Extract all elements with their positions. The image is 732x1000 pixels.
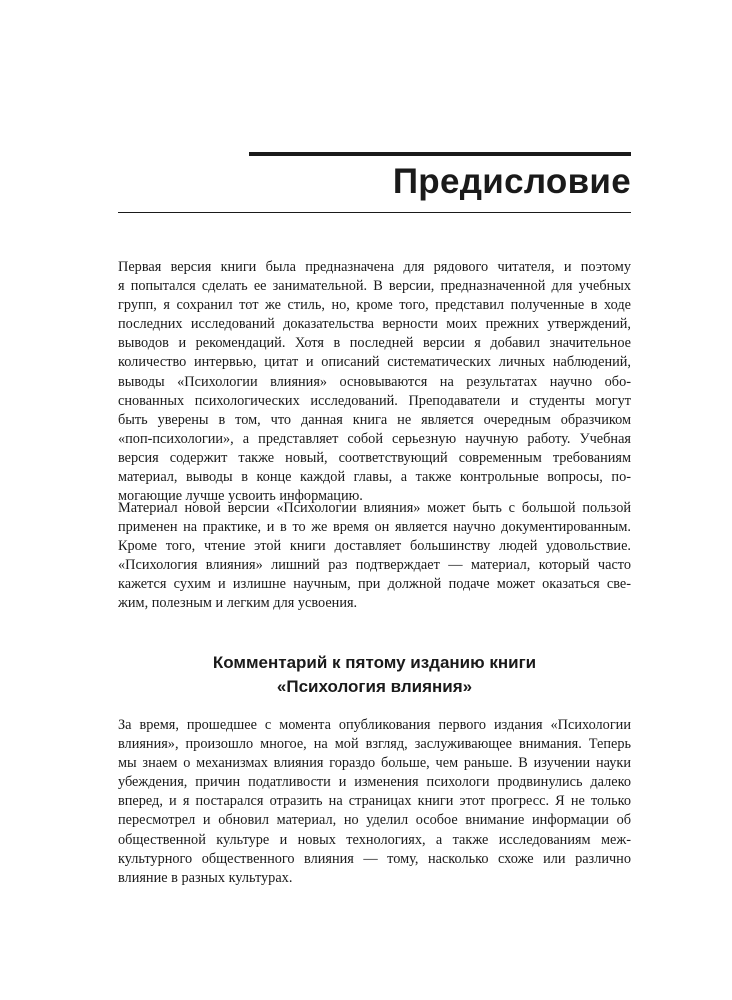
text-line: влияния», произошло многое, на мой взгляд, заслуживающее внимания. Теперь (118, 736, 631, 753)
text-line: применен на практике, и в то же время он является научно документированным. (118, 519, 631, 536)
text-line: Материал новой версии «Психологии влияния» может быть с большой пользой (118, 500, 631, 516)
text-line: выводов и рекомендаций. Хотя в последней версии я добавил значительное (118, 335, 631, 352)
text-line: материал, выводы в конце каждой главы, а также контрольные вопросы, по- (118, 469, 631, 486)
text-line: снованных психологических исследований. Преподаватели и студенты могут (118, 392, 631, 409)
intro-paragraph-2 (118, 499, 631, 614)
text-line: версия содержит также новый, соответствующий современным требованиям (118, 449, 631, 466)
text-line: количество интервью, цитат и описаний систематических личных наблюдений, (118, 354, 631, 371)
chapter-bottom-rule (118, 212, 631, 213)
section-heading (118, 651, 631, 699)
section-heading-line-2: «Психология влияния» (276, 677, 473, 696)
text-line: могающие лучше усвоить информацию. (118, 488, 363, 505)
section-paragraph (118, 716, 631, 888)
chapter-top-rule (249, 152, 631, 156)
text-line: групп, я сохранил тот же стиль, но, кроме того, представил полученные в ходе (118, 297, 631, 314)
text-line: культурного общественного влияния — тому, насколько схоже или различно (118, 850, 631, 867)
text-line: мы знаем о механизмах влияния гораздо больше, чем раньше. В изучении науки (118, 755, 631, 772)
intro-paragraph-1 (118, 258, 631, 506)
text-line: общественной культуре и новых технологиях, а также исследованиям меж- (118, 831, 631, 848)
text-line: «Психология влияния» лишний раз подтверждает — материал, который часто (118, 557, 631, 574)
chapter-title: Предисловие (392, 162, 631, 201)
text-line: выводы «Психологии влияния» основываются на результатах научно обо- (118, 373, 631, 390)
text-line: Первая версия книги была предназначена для рядового читателя, и поэтому (118, 259, 631, 275)
text-line: кажется сухим и излишне научным, при должной подаче может оказаться све- (118, 576, 631, 593)
text-line: я попытался сделать ее занимательной. В версии, предназначенной для учебных (118, 278, 631, 295)
text-line: За время, прошедшее с момента опубликования первого издания «Психологии (118, 717, 631, 733)
text-line: быть уверены в том, что данная книга не является очередным образчиком (118, 411, 631, 428)
text-line: пересмотрел и обновил материал, но уделил особое внимание информации об (118, 812, 631, 829)
text-line: Кроме того, чтение этой книги доставляет большинству людей удовольствие. (118, 538, 631, 555)
text-line: последних исследований доказательства верности моих прежних утверждений, (118, 316, 631, 333)
text-line: жим, полезным и легким для усвоения. (118, 595, 358, 612)
text-line: влияние в разных культурах. (118, 869, 293, 886)
text-line: «поп-психологии», а представляет собой серьезную научную работу. Учебная (118, 430, 631, 447)
section-heading-line-1: Комментарий к пятому изданию книги (212, 653, 537, 672)
text-line: вперед, и я постарался отразить на страницах книги этот прогресс. Я не только (118, 793, 631, 810)
text-line: убеждения, причин податливости и изменения психологи продвинулись далеко (118, 774, 631, 791)
